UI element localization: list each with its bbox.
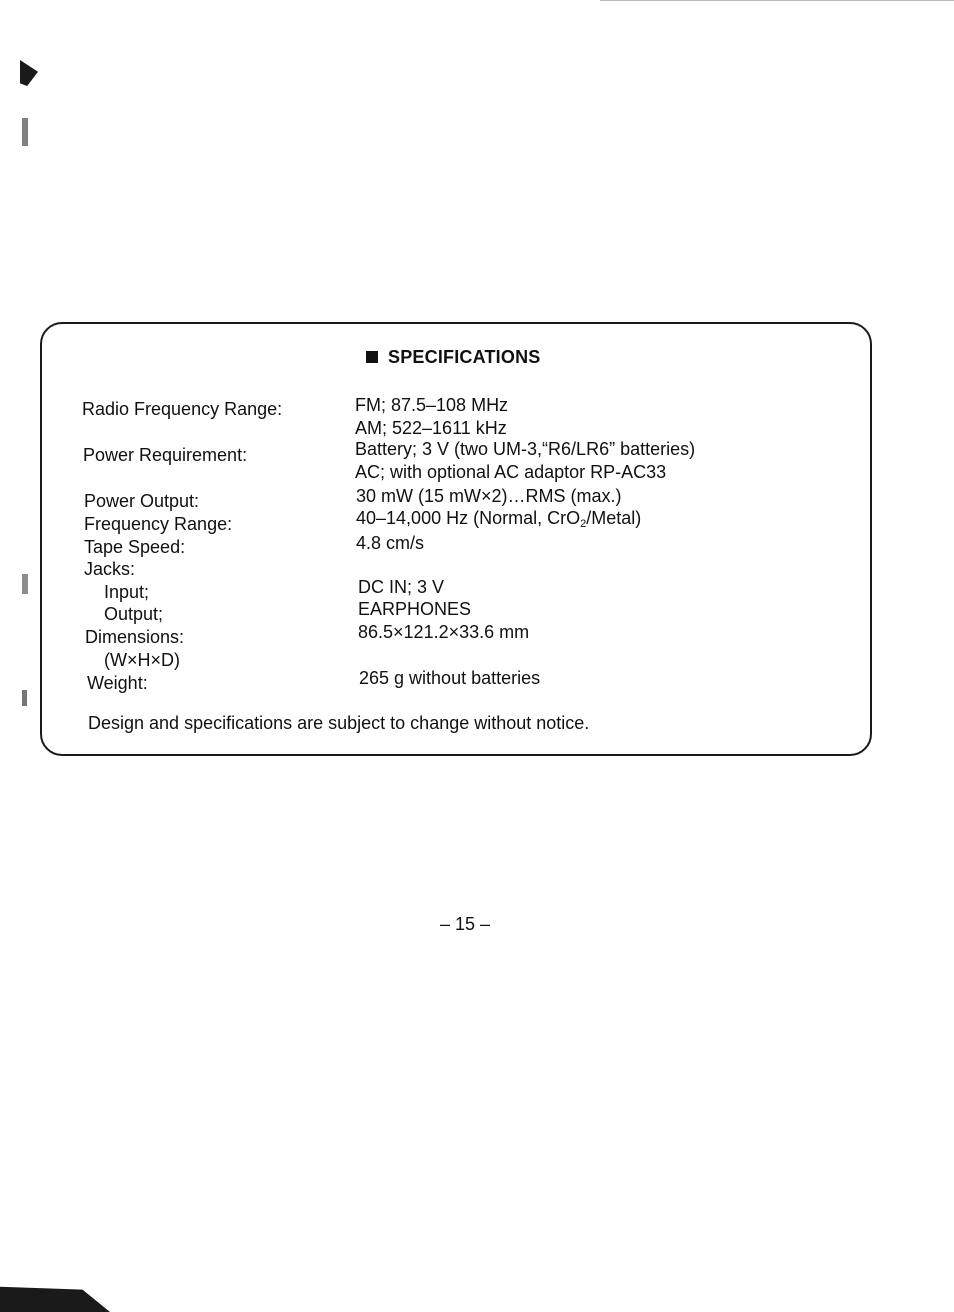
bullet-square-icon <box>366 351 378 363</box>
scan-mark-top <box>20 60 38 86</box>
radio-frequency-am-value: AM; 522–1611 kHz <box>355 418 507 438</box>
frequency-range-value-prefix: 40–14,000 Hz (Normal, CrO <box>356 508 581 528</box>
radio-frequency-fm-value: FM; 87.5–108 MHz <box>355 395 509 415</box>
radio-frequency-range-label: Radio Frequency Range: <box>82 399 283 419</box>
frequency-range-value-suffix: /Metal) <box>586 508 642 528</box>
page-number: – 15 – <box>440 914 491 934</box>
dimensions-label: Dimensions: <box>85 627 185 647</box>
power-output-value: 30 mW (15 mW×2)…RMS (max.) <box>356 486 622 506</box>
power-requirement-ac-value: AC; with optional AC adaptor RP-AC33 <box>355 462 667 482</box>
scan-mark-bottom <box>0 1284 110 1312</box>
jacks-output-value: EARPHONES <box>358 599 472 619</box>
power-requirement-battery-value: Battery; 3 V (two UM-3,“R6/LR6” batteries) <box>355 439 696 459</box>
frequency-range-value-subscript: 2 <box>580 518 587 530</box>
specifications-title-text: SPECIFICATIONS <box>388 347 541 367</box>
jacks-label: Jacks: <box>84 559 136 579</box>
frequency-range-label: Frequency Range: <box>84 514 233 534</box>
power-requirement-label: Power Requirement: <box>83 445 248 465</box>
scan-mark-small-1 <box>22 118 28 146</box>
tape-speed-label: Tape Speed: <box>84 537 186 557</box>
jacks-input-label: Input; <box>104 582 150 602</box>
dimensions-sub-label: (W×H×D) <box>104 650 180 670</box>
power-output-label: Power Output: <box>84 491 200 511</box>
scan-mark-small-3 <box>22 690 27 706</box>
jacks-input-value: DC IN; 3 V <box>358 577 445 597</box>
weight-label: Weight: <box>87 673 148 693</box>
jacks-output-label: Output; <box>104 604 164 624</box>
specifications-note: Design and specifications are subject to change without notice. <box>88 713 590 733</box>
top-edge-rule <box>600 0 954 1</box>
frequency-range-value <box>356 507 641 535</box>
tape-speed-value: 4.8 cm/s <box>356 533 425 553</box>
weight-value: 265 g without batteries <box>359 668 541 688</box>
scan-mark-small-2 <box>22 574 28 594</box>
specifications-title <box>366 347 540 368</box>
dimensions-value: 86.5×121.2×33.6 mm <box>358 622 530 642</box>
